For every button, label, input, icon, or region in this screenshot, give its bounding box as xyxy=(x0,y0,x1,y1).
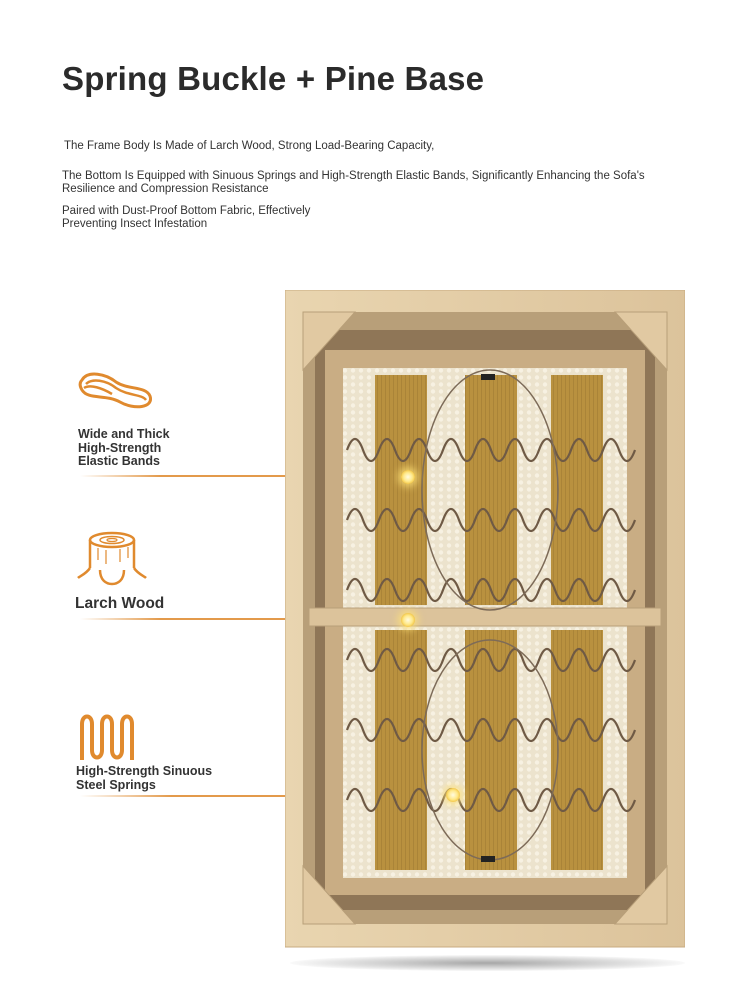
elastic-band-icon xyxy=(76,368,156,414)
description-line-1: The Frame Body Is Made of Larch Wood, Strong Load-Bearing Capacity, xyxy=(64,140,435,152)
feature-label-larch-wood: Larch Wood xyxy=(75,595,165,612)
hotspot-elastic-bands xyxy=(401,470,415,484)
feature-label-steel-springs: High-Strength Sinuous Steel Springs xyxy=(76,764,213,792)
hotspot-larch-wood xyxy=(401,613,415,627)
wood-stump-icon xyxy=(76,530,148,590)
description-line-3: Paired with Dust-Proof Bottom Fabric, Effectively Preventing Insect Infestation xyxy=(62,205,311,230)
page-title: Spring Buckle + Pine Base xyxy=(62,60,485,97)
sofa-base-photo xyxy=(285,290,685,950)
spring-icon xyxy=(78,712,142,762)
feature-label-elastic-bands: Wide and Thick High-Strength Elastic Bands xyxy=(78,427,170,468)
description-line-2: The Bottom Is Equipped with Sinuous Springs and High-Strength Elastic Bands, Significantly Enhancing the Sofa's Resilience and Compression Resistance xyxy=(62,170,645,195)
hotspot-steel-springs xyxy=(446,788,460,802)
photo-shadow xyxy=(290,955,685,971)
